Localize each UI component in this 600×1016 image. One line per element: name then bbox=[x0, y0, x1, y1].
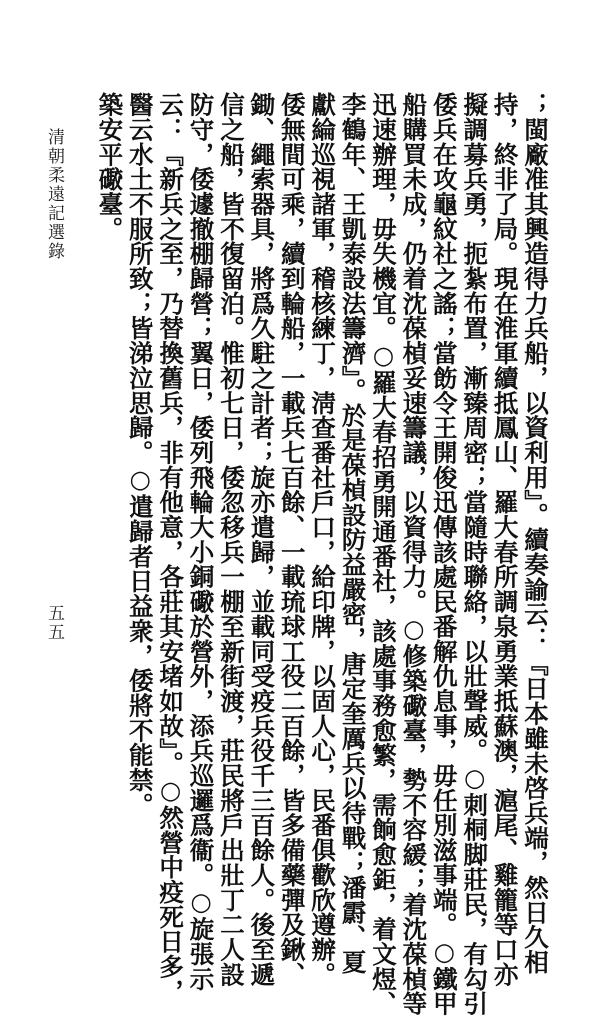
text-column: 擬調募兵勇，扼紮布置，漸臻周密；當隨時聯絡，以壯聲威。○刺桐脚莊民，有勾引 bbox=[460, 92, 490, 1016]
text-column: 倭無間可乘，續到輪船，一載兵七百餘、一載琉球工役二百餘，皆多備藥彈及鍬、 bbox=[277, 92, 307, 987]
running-title: 清朝柔遠記選錄 bbox=[44, 128, 64, 261]
text-column: 醫云水土不服所致；皆涕泣思歸。○遣歸者日益衆，倭將不能禁。 bbox=[125, 92, 155, 818]
text-column: 獻綸巡視諸軍，稽核練丁，淸查番社戶口，給印牌，以固人心，民番俱歡欣遵辦。 bbox=[308, 92, 338, 987]
text-column: 云：『新兵之至，乃替換舊兵，非有他意，各莊其安堵如故』。○然營中疫死日多， bbox=[156, 92, 186, 1004]
text-column: 李鶴年、王凱泰設法籌濟』。於是葆楨設防益嚴密，唐定奎厲兵以待戰；潘霨、夏 bbox=[338, 92, 368, 975]
text-column: 鋤、繩索器具，將爲久駐之計者；旋亦遣歸，並載同受疫兵役千三百餘人。後至遞 bbox=[247, 92, 277, 987]
section-heading: 築安平礮臺。 bbox=[95, 92, 125, 242]
vertical-text-body bbox=[94, 92, 550, 1016]
text-column: ；閩廠准其興造得力兵船，以資利用』。續奏諭云：『日本雖未啓兵端，然日久相 bbox=[521, 92, 550, 975]
text-column: 防守，倭遽撤棚歸營；翼日，倭列飛輪大小銅礮於營外，添兵巡邏爲衞。○旋張示 bbox=[186, 92, 216, 992]
text-column: 迅速辦理，毋失機宜。○羅大春招勇開通番社，該處事務愈繁，需餉愈鉅，着文煜、 bbox=[368, 92, 398, 1016]
text-column: 信之船，皆不復留泊。惟初七日，倭忽移兵一棚至新街渡，莊民將戶出壯丁二人設 bbox=[216, 92, 246, 987]
text-column: 持，終非了局。現在淮軍續抵鳳山、羅大春所調泉勇業抵蘇澳，滬尾、雞籠等口亦 bbox=[490, 92, 520, 987]
text-column: 船購買未成，仍着沈葆楨妥速籌議，以資得力。○修築礮臺，勢不容緩；着沈葆楨等 bbox=[399, 92, 429, 1016]
page-number: 五五 bbox=[44, 604, 64, 642]
text-column: 倭兵在攻龜紋社之謠；當飭令王開俊迅傳該處民番解仇息事，毋任別滋事端。○鐵甲 bbox=[429, 92, 459, 1016]
